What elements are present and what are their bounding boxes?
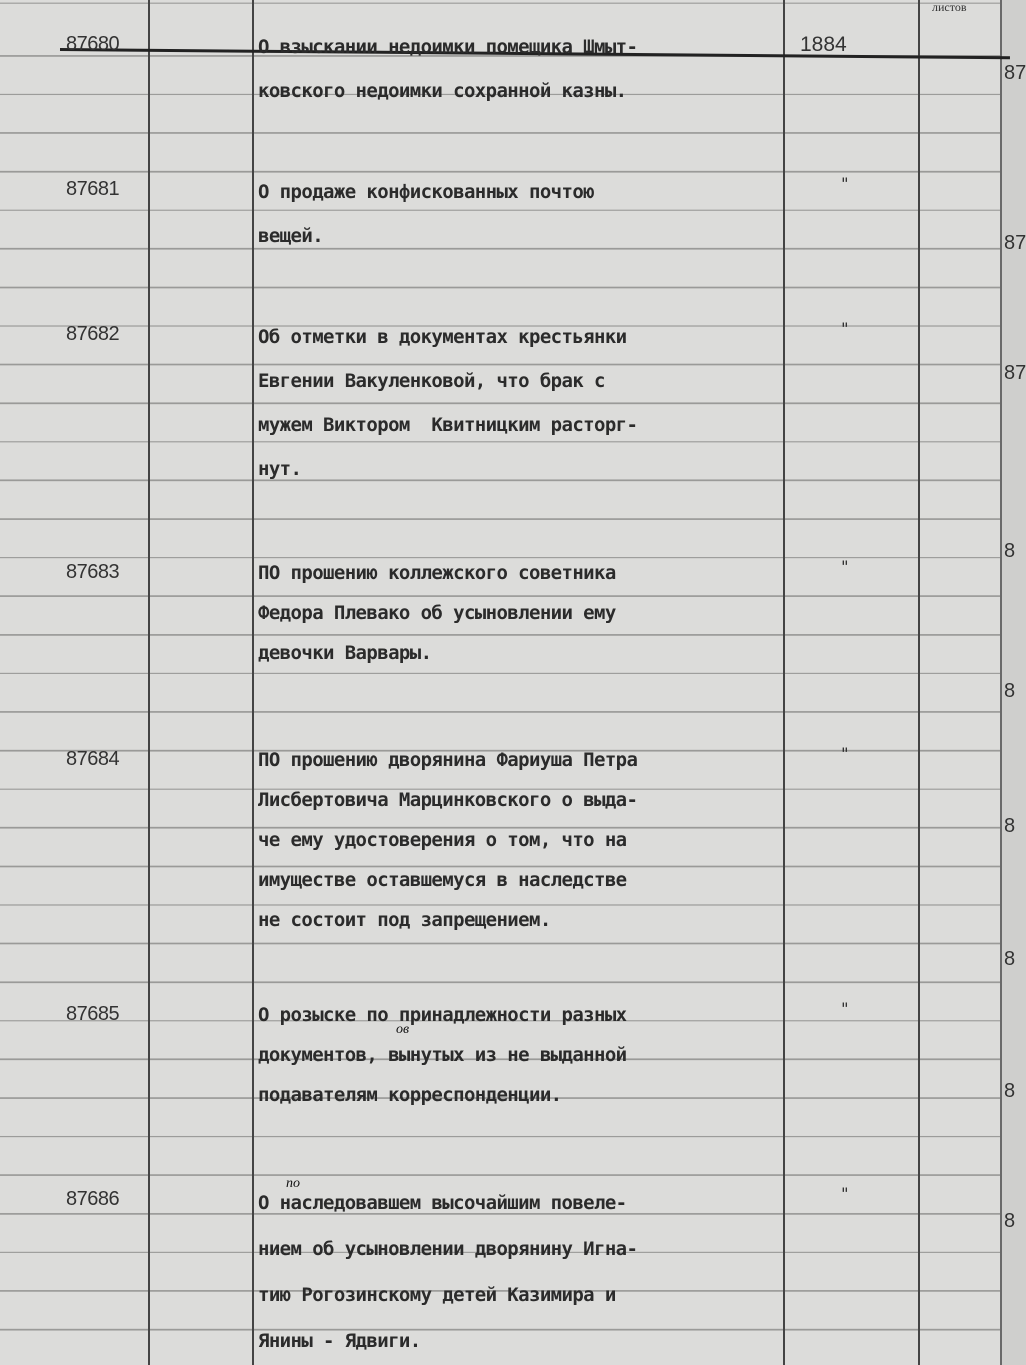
adjacent-page-number: 8	[1004, 680, 1016, 702]
entry-line: Федора Плевако об усыновлении ему	[258, 602, 616, 624]
entry-number: 87682	[66, 323, 120, 345]
entry-line: О розыске по принадлежности разных	[258, 1004, 627, 1026]
entry-description	[258, 740, 798, 940]
entry-line: Лисбертовича Марцинковского о выда-	[258, 789, 638, 811]
entry-number: 87685	[66, 1003, 120, 1025]
entry-line: Евгении Вакуленковой, что брак с	[258, 370, 605, 392]
ditto-mark: "	[840, 1184, 850, 1203]
adjacent-page-number: 87	[1004, 232, 1026, 254]
entry-number: 87680	[66, 33, 120, 55]
adjacent-page-number: 8	[1004, 540, 1016, 562]
entry-line: О наследовавшем высочайшим повеле-	[258, 1192, 627, 1214]
entry-number: 87686	[66, 1188, 120, 1210]
ditto-mark: "	[840, 174, 850, 193]
entry-description	[258, 553, 798, 673]
entry-description	[258, 25, 798, 113]
adjacent-page-number: 8	[1004, 948, 1016, 970]
entry-number: 87684	[66, 748, 120, 770]
entry-line: нут.	[258, 458, 302, 480]
entry-line: имуществе оставшемуся в наследстве	[258, 869, 627, 891]
entry-line: ковского недоимки сохранной казны.	[258, 80, 627, 102]
entry-line: Янины - Ядвиги.	[258, 1330, 421, 1352]
entry-number: 87681	[66, 178, 120, 200]
ditto-mark: "	[840, 999, 850, 1018]
sheets-column-header: листов	[932, 0, 967, 14]
entry-year: 1884	[800, 33, 847, 56]
entry-line: нием об усыновлении дворянину Игна-	[258, 1238, 638, 1260]
column-divider	[918, 0, 920, 1365]
entry-line: ПО прошению коллежского советника	[258, 562, 616, 584]
entry-line: ПО прошению дворянина Фариуша Петра	[258, 749, 638, 771]
adjacent-page-number: 8	[1004, 1080, 1016, 1102]
entry-line: тию Рогозинскому детей Казимира и	[258, 1284, 616, 1306]
adjacent-page-number: 8	[1004, 1210, 1016, 1232]
entry-number: 87683	[66, 561, 120, 583]
entry-description	[258, 1180, 798, 1364]
entry-line: подавателям корреспонденции.	[258, 1084, 562, 1106]
entry-description	[258, 995, 798, 1115]
entry-line: не состоит под запрещением.	[258, 909, 551, 931]
entry-line: мужем Виктором Квитницким расторг-	[258, 414, 638, 436]
column-divider	[252, 0, 254, 1365]
entry-line: О взыскании недоимки помещика Шмыт-	[258, 36, 638, 58]
entry-line: документов, вынутых из не выданной	[258, 1044, 627, 1066]
entry-line: че ему удостоверения о том, что на	[258, 829, 627, 851]
adjacent-page-number: 87	[1004, 62, 1026, 84]
ditto-mark: "	[840, 319, 850, 338]
entry-description	[258, 315, 798, 491]
adjacent-page-number: 8	[1004, 815, 1016, 837]
ditto-mark: "	[840, 744, 850, 763]
handwritten-correction: ов	[396, 1022, 410, 1037]
entry-description	[258, 170, 798, 258]
handwritten-correction: по	[286, 1176, 300, 1191]
adjacent-page-number: 87	[1004, 362, 1026, 384]
entry-line: О продаже конфискованных почтою	[258, 181, 595, 203]
ditto-mark: "	[840, 557, 850, 576]
entry-line: Об отметки в документах крестьянки	[258, 326, 627, 348]
entry-line: вещей.	[258, 225, 324, 247]
entry-line: девочки Варвары.	[258, 642, 432, 664]
column-divider	[148, 0, 150, 1365]
